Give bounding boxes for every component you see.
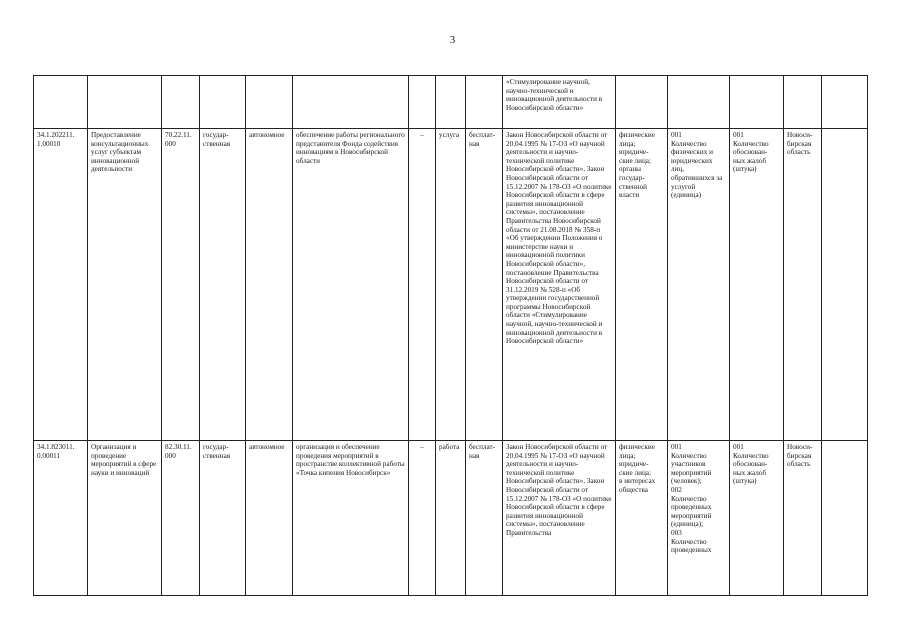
cell-quality-indicators: 001 Количество обоснован- ных жалоб (штука): [730, 441, 784, 596]
cell-okved: 70.22.11. 000: [162, 129, 200, 441]
cell-code: 34.1.823011. 0.00011: [34, 441, 88, 596]
cell-volume-indicators: [668, 76, 730, 129]
cell-territory: Новоси- бирская область: [784, 129, 822, 441]
cell-code: 34.1.202211. 1.00010: [34, 129, 88, 441]
cell-conditions: [409, 76, 436, 129]
cell-extra: [822, 129, 868, 441]
cell-volume-indicators: 001 Количество участников мероприятий (человек); 002 Количество проведенных мероприятий (единица); 003 Количество проведенных: [668, 441, 730, 596]
cell-name: Организация и проведение мероприятий в сфере науки и инноваций: [88, 441, 162, 596]
cell-kind: государ- ственная: [200, 129, 246, 441]
cell-type: услуга: [436, 129, 466, 441]
cell-extra: [822, 441, 868, 596]
cell-conditions: –: [409, 441, 436, 596]
cell-consumers: физические лица; юридиче- ские лица; органы государ- ственной власти: [616, 129, 668, 441]
cell-okved: [162, 76, 200, 129]
cell-institution-type: автономное: [246, 129, 293, 441]
cell-consumers: физические лица; юридиче- ские лица; в интересах общества: [616, 441, 668, 596]
table-row: [34, 441, 868, 596]
cell-territory: Новоси- бирская область: [784, 441, 822, 596]
cell-kind: государ- ственная: [200, 441, 246, 596]
cell-institution-type: [246, 76, 293, 129]
cell-payment: [466, 76, 503, 129]
cell-quality-indicators: [730, 76, 784, 129]
cell-legal-basis: Закон Новосибирской области от 20.04.1995 № 17-ОЗ «О научной деятельности и научно-технической политике Новосибирской области», Закон Новосибирской области от 15.12.2007 № 178-ОЗ «О политике Новосибирской области в сфере развития инновационной системы», постановление Правительства Новосибирской области от 21.08.2018 № 358-п «Об утверждении Положения о министерстве науки и инновационной политики Новосибирской области», постановление Правительства Новосибирской области от 31.12.2019 № 528-п «Об утверждении государственной программы Новосибирской области «Стимулирование научной, научно-технической и инновационной деятельности в Новосибирской области»: [503, 129, 616, 441]
table-row: [34, 129, 868, 441]
cell-content: обеспечение работы регионального представителя Фонда содействия инновациям в Новосибирской области: [293, 129, 409, 441]
cell-content: организация и обеспечение проведения мероприятий в пространстве коллективной работы «Точка кипения Новосибирск»: [293, 441, 409, 596]
cell-legal-basis: Закон Новосибирской области от 20.04.1995 № 17-ОЗ «О научной деятельности и научно-технической политике Новосибирской области», Закон Новосибирской области от 15.12.2007 № 178-ОЗ «О политике Новосибирской области в сфере развития инновационной системы», постановление Правительства: [503, 441, 616, 596]
cell-quality-indicators: 001 Количество обоснован- ных жалоб (штука): [730, 129, 784, 441]
cell-institution-type: автономное: [246, 441, 293, 596]
cell-payment: бесплат- ная: [466, 129, 503, 441]
cell-legal-basis: «Стимулирование научной, научно-технической и инновационной деятельности в Новосибирской области»: [503, 76, 616, 129]
cell-extra: [822, 76, 868, 129]
cell-volume-indicators: 001 Количество физических и юридических лиц, обратившихся за услугой (единица): [668, 129, 730, 441]
page-number: 3: [449, 34, 456, 46]
cell-territory: [784, 76, 822, 129]
cell-payment: бесплат- ная: [466, 441, 503, 596]
cell-name: Предоставление консультационных услуг субъектам инновационной деятельности: [88, 129, 162, 441]
cell-kind: [200, 76, 246, 129]
cell-conditions: –: [409, 129, 436, 441]
cell-name: [88, 76, 162, 129]
cell-okved: 82.30.11. 000: [162, 441, 200, 596]
services-register-table: [33, 75, 868, 596]
cell-type: [436, 76, 466, 129]
cell-type: работа: [436, 441, 466, 596]
cell-consumers: [616, 76, 668, 129]
table-row: [34, 76, 868, 129]
cell-content: [293, 76, 409, 129]
cell-code: [34, 76, 88, 129]
